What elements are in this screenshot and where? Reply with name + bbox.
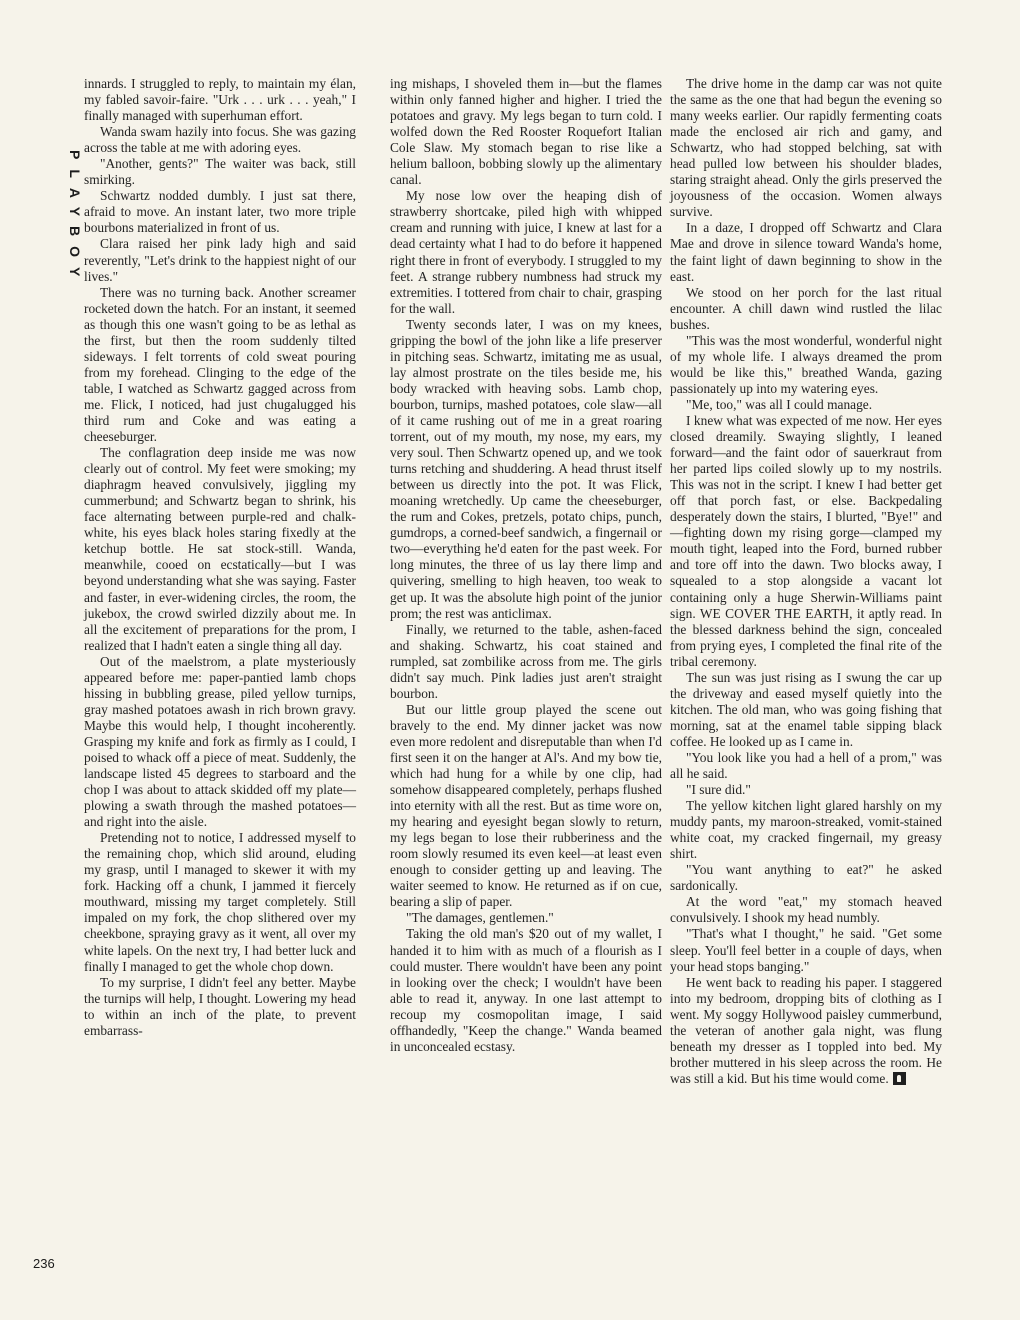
paragraph: But our little group played the scene out bravely to the end. My dinner jacket was now even more redolent and disreputable than when I'd first seen it on the hanger at Al's. And my bow tie, which had hung for a while by one clip, had somehow disappeared completely, perhaps flushed into eternity with all the rest. But as time wore on, my hearing and eyesight began slowly to return, my legs began to lose their rubberiness and the room slowly resumed its even keel—at least even enough to consider getting up and leaving. The waiter seemed to know. He returned as if on cue, bearing a slip of paper.	[390, 701, 662, 910]
paragraph: At the word "eat," my stomach heaved convulsively. I shook my head numbly.	[670, 894, 942, 926]
paragraph: In a daze, I dropped off Schwartz and Clara Mae and drove in silence toward Wanda's home, the faint light of dawn beginning to show in the east.	[670, 220, 942, 284]
paragraph: The drive home in the damp car was not quite the same as the one that had begun the evening so many weeks earlier. Our rapidly fermenting coats made the enclosed air rich and gamy, and Schwartz, who had stopped belching, sat with head pulled low between his shoulder blades, staring straight ahead. Only the girls preserved the joyousness of the occasion. Women always survive.	[670, 76, 942, 220]
final-paragraph	[670, 975, 942, 1087]
paragraph: The yellow kitchen light glared harshly on my muddy pants, my maroon-streaked, vomit-stained white coat, my cracked fingernail, my greasy shirt.	[670, 798, 942, 862]
paragraph: I knew what was expected of me now. Her eyes closed dreamily. Swaying slightly, I leaned forward—and the faint odor of sauerkraut from her parted lips coiled slowly up to my nostrils. This was not in the script. I knew I had better get off that porch fast, or else. Backpedaling desperately down the stairs, I blurted, "Bye!" and—fighting down my rising gorge—clamped my mouth tight, leaped into the Ford, burned rubber and tore off into the dawn. Two blocks away, I squealed to a stop alongside a vacant lot containing only a huge Sherwin-Williams paint sign. WE COVER THE EARTH, it aptly read. In the blessed darkness behind the sign, concealed from prying eyes, I completed the final rite of the tribal ceremony.	[670, 412, 942, 669]
paragraph: There was no turning back. Another screamer rocketed down the hatch. For an instant, it seemed as though this one wasn't going to be as lethal as the first, but then the room suddenly tilted sideways. I felt torrents of cold sweat pouring from my forehead. Clinging to the edge of the table, I watched as Schwartz gagged across from me. Flick, I noticed, had just chugalugged his third rum and Coke and was eating a cheeseburger.	[84, 284, 356, 445]
paragraph-text: He went back to reading his paper. I staggered into my bedroom, dropping bits of clothing as I went. My soggy Hollywood paisley cummerbund, the veteran of another gala night, was flung beneath my dresser as I toppled into bed. My brother muttered in his sleep across the room. He was still a kid. But his time would come.	[670, 974, 942, 1086]
paragraph: "Another, gents?" The waiter was back, still smirking.	[84, 156, 356, 188]
text-column-3	[670, 76, 942, 1087]
paragraph: "That's what I thought," he said. "Get some sleep. You'll feel better in a couple of days, when your head stops banging."	[670, 926, 942, 974]
page-number: 236	[33, 1256, 55, 1271]
paragraph: "Me, too," was all I could manage.	[686, 396, 873, 412]
paragraph: My nose low over the heaping dish of strawberry shortcake, piled high with whipped cream and running with juice, I knew at last for a dead certainty what I had to do before it happened right there in front of everybody. I struggled to my feet. A strange rubbery numbness had struck my extremities. I tottered from chair to chair, grasping for the wall.	[390, 188, 662, 316]
paragraph: The sun was just rising as I swung the car up the driveway and eased myself quietly into the kitchen. The old man, who was going fishing that morning, sat at the enamel table sipping black coffee. He looked up as I came in.	[670, 669, 942, 749]
paragraph: innards. I struggled to reply, to maintain my élan, my fabled savoir-faire. "Urk . . . urk . . . yeah," I finally managed with superhuman effort.	[84, 76, 356, 124]
paragraph: We stood on her porch for the last ritual encounter. A chill dawn wind rustled the lilac bushes.	[670, 284, 942, 332]
rabbit-head-icon	[893, 1072, 906, 1085]
paragraph: "This was the most wonderful, wonderful night of my whole life. I always dreamed the prom would be like this," breathed Wanda, gazing passionately up into my watering eyes.	[670, 332, 942, 396]
paragraph: "You look like you had a hell of a prom," was all he said.	[670, 749, 942, 782]
paragraph: Twenty seconds later, I was on my knees, gripping the bowl of the john like a life preserver in pitching seas. Schwartz, imitating me as usual, lay almost prostrate on the tiles beside me, his body wracked with heaving sobs. Lamb chop, bourbon, turnips, mashed potatoes, cole slaw—all of it came rushing out of me in a great roaring torrent, out of my mouth, my nose, my ears, my very soul. Then Schwartz opened up, and we took turns retching and shuddering. A head thrust itself between us directly into the pot. It was Flick, moaning wretchedly. Up came the cheeseburger, the rum and Cokes, pretzels, potato chips, punch, gumdrops, a corned-beef sandwich, a fingernail or two—everything he'd eaten for the past week. For long minutes, the three of us lay there limp and quivering, smelling to high heaven, too weak to get up. It was the absolute high point of the junior prom; the rest was anticlimax.	[390, 316, 662, 621]
paragraph: Taking the old man's $20 out of my wallet, I handed it to him with as much of a flourish as I could muster. There wouldn't have been any point in looking over the check; I wouldn't have been able to read it, anyway. In one last attempt to recoup my cosmopolitan image, I said offhandedly, "Keep the change." Wanda beamed in unconcealed ecstasy.	[390, 926, 662, 1054]
paragraph: "I sure did."	[686, 782, 751, 798]
sidebar	[30, 72, 83, 287]
paragraph: To my surprise, I didn't feel any better. Maybe the turnips will help, I thought. Lowering my head to within an inch of the plate, to prevent embarrass-	[84, 974, 356, 1038]
paragraph: Out of the maelstrom, a plate mysteriously appeared before me: paper-pantied lamb chops hissing in bubbling grease, piled yellow turnips, gray mashed potatoes awash in rich brown gravy. Maybe this would help, I thought incoherently. Grasping my knife and fork as firmly as I could, I poised to whack off a piece of meat. Suddenly, the landscape listed 45 degrees to starboard and the chop I was about to attack skidded off my plate—plowing a swath through the mashed potatoes—and right into the aisle.	[84, 653, 356, 830]
paragraph: Wanda swam hazily into focus. She was gazing across the table at me with adoring eyes.	[84, 124, 356, 156]
paragraph: Finally, we returned to the table, ashen-faced and shaking. Schwartz, his coat stained and rumpled, sat zombilike across from me. The girls didn't say much. Pink ladies just aren't straight bourbon.	[390, 621, 662, 701]
text-column-2	[390, 76, 662, 1055]
paragraph: Pretending not to notice, I addressed myself to the remaining chop, which slid around, eluding my grasp, until I managed to skewer it with my fork. Hacking off a chunk, I jammed it fiercely mouthward, missing my target completely. Still impaled on my fork, the chop slithered over my cheekbone, spraying gravy as it went, all over my white lapels. On the next try, I had better luck and finally I managed to get the whole chop down.	[84, 830, 356, 974]
paragraph: ing mishaps, I shoveled them in—but the flames within only fanned higher and higher. I tried the potatoes and gravy. My legs began to turn cold. I wolfed down the Red Rooster Roquefort Italian Cole Slaw. My stomach began to rise like a helium balloon, bobbing slowly up the alimentary canal.	[390, 76, 662, 188]
paragraph: Schwartz nodded dumbly. I just sat there, afraid to move. An instant later, two more triple bourbons materialized in front of us.	[84, 188, 356, 236]
paragraph: "You want anything to eat?" he asked sardonically.	[670, 862, 942, 894]
text-column-1	[84, 76, 356, 1039]
paragraph: Clara raised her pink lady high and said reverently, "Let's drink to the happiest night of our lives."	[84, 236, 356, 284]
paragraph: "The damages, gentlemen."	[406, 910, 554, 926]
paragraph: The conflagration deep inside me was now clearly out of control. My feet were smoking; my diaphragm heaved convulsively, jiggling my cummerbund; and Schwartz began to shrink, his face alternating between purple-red and chalk-white, his eyes black holes staring fixedly at the ketchup bottle. He sat stock-still. Wanda, meanwhile, cooed on ecstatically—but I was beyond understanding what she was saying. Faster and faster, in ever-widening circles, the room, the jukebox, the crowd swirled dizzily about me. In all the excitement of preparations for the prom, I realized that I hadn't eaten a single thing all day.	[84, 445, 356, 653]
magazine-masthead: PLAYBOY	[67, 150, 83, 287]
